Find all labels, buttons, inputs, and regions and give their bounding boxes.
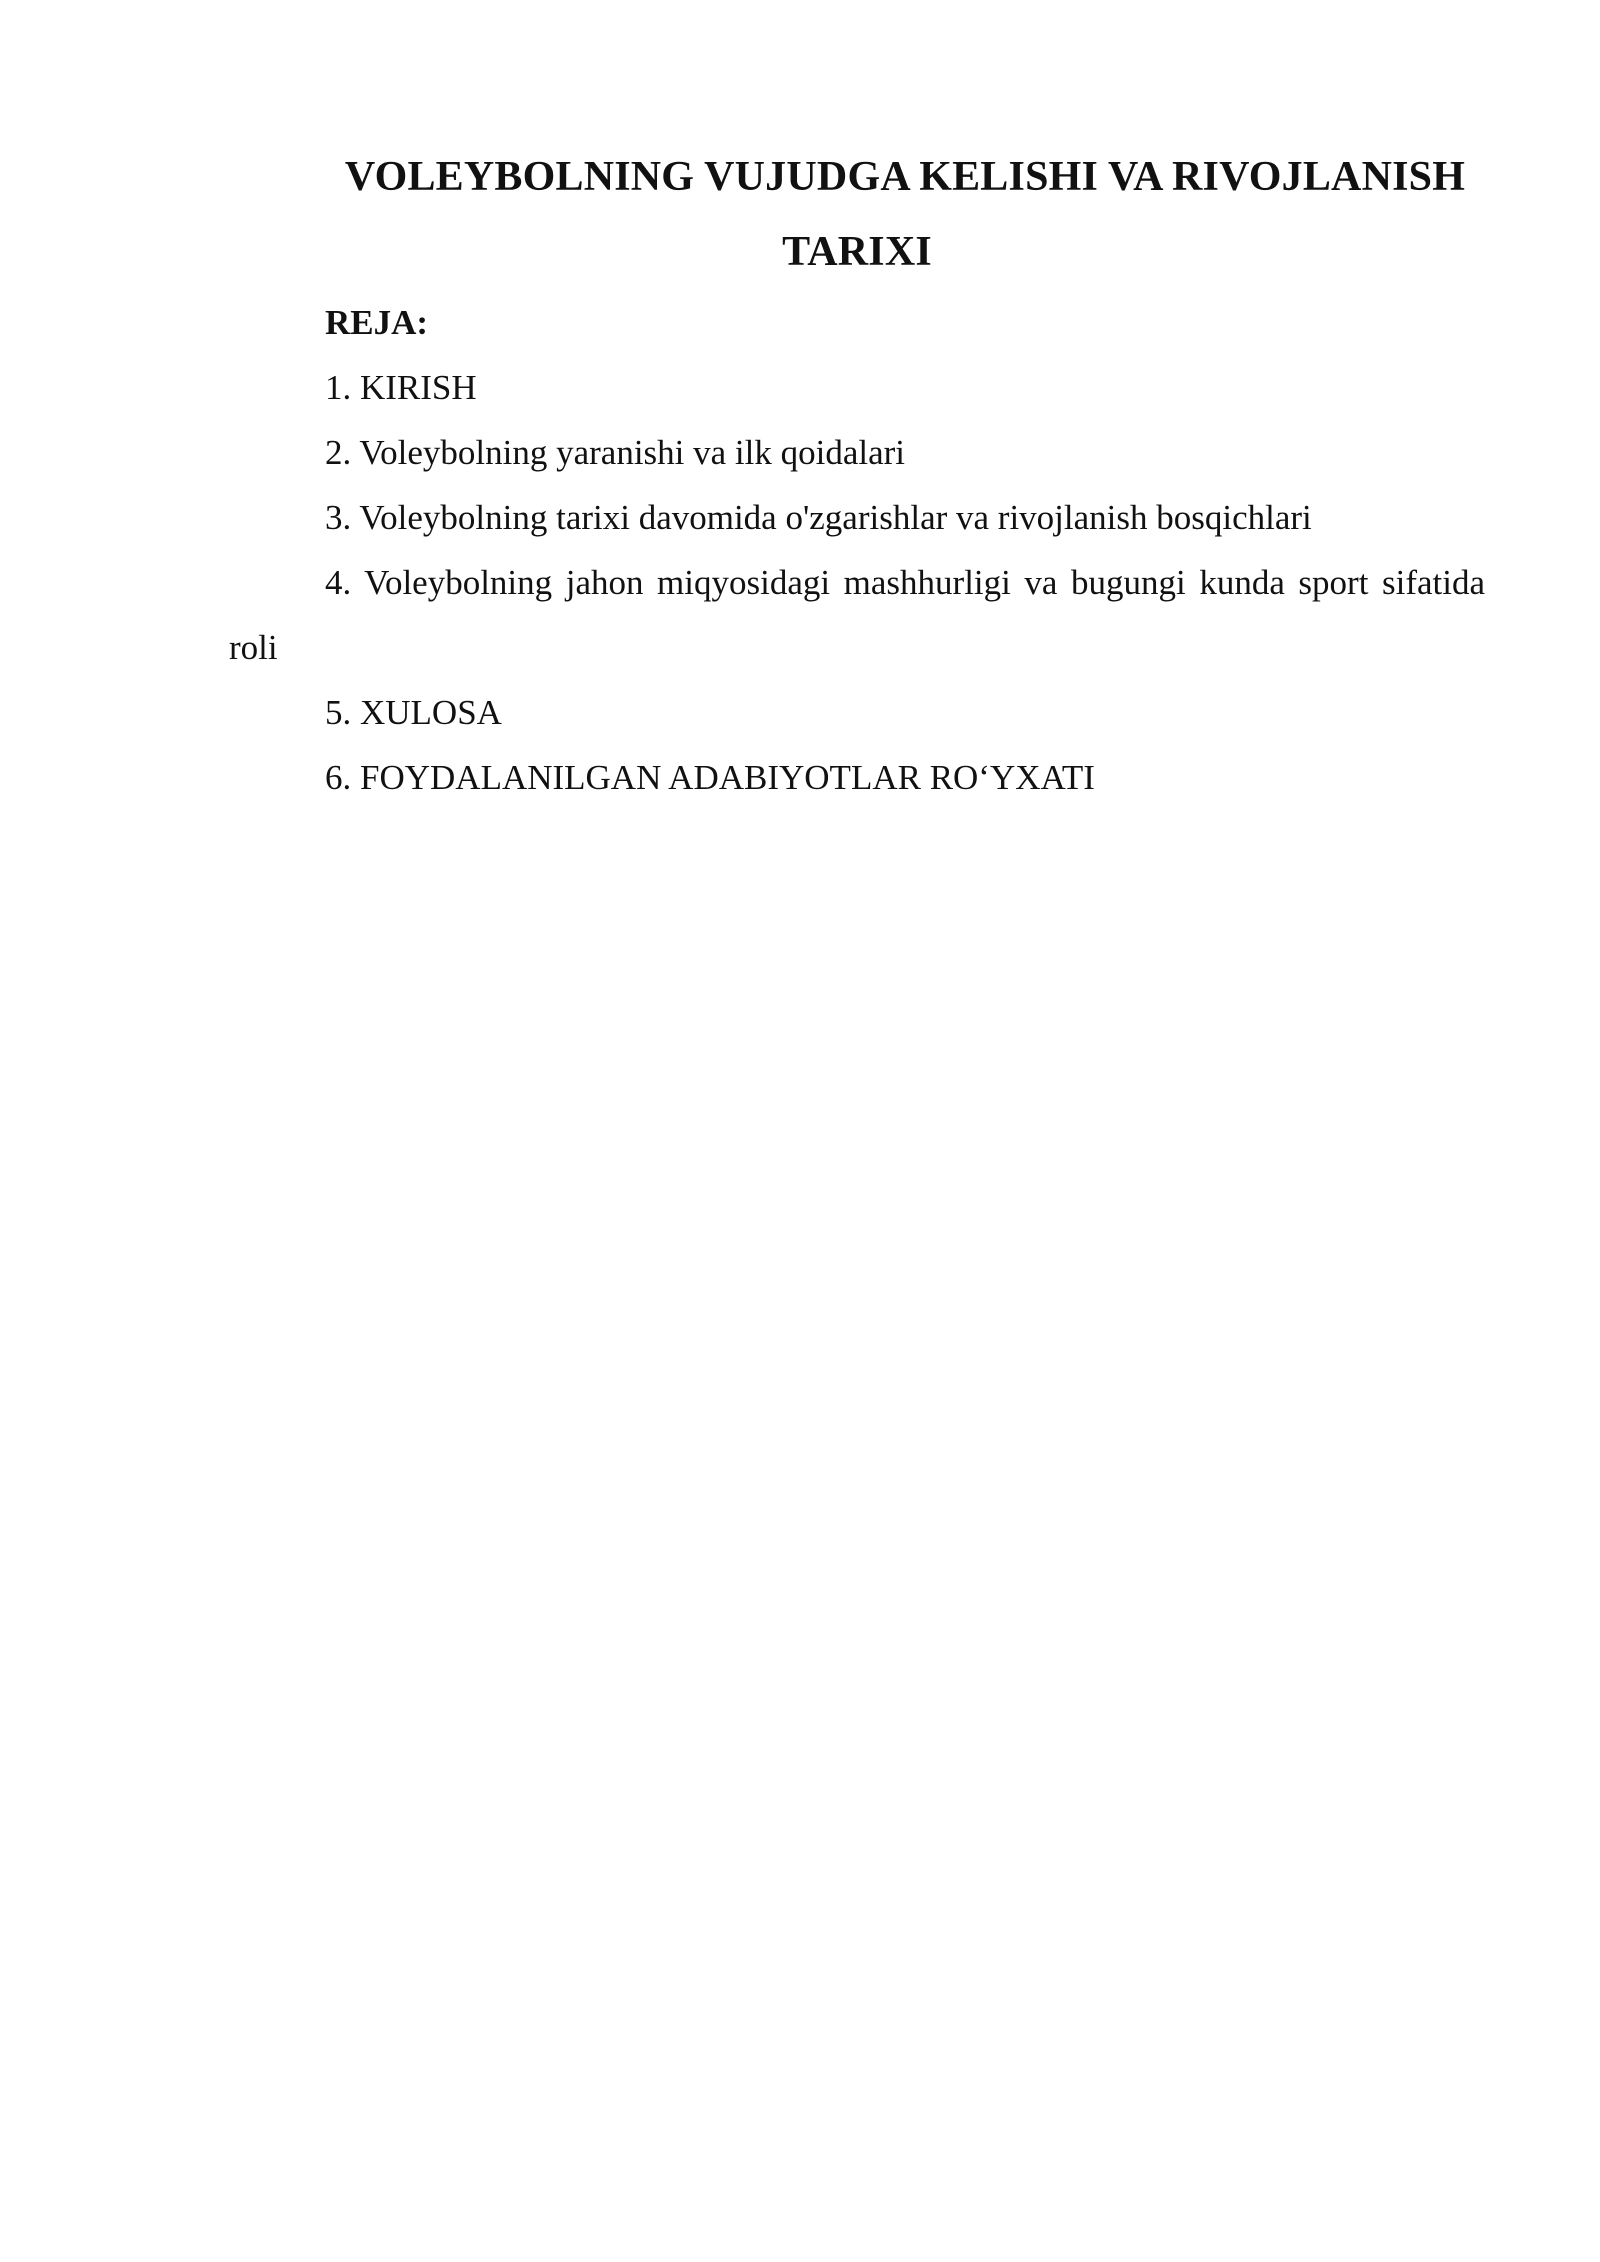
plan-item-origin-rules: 2. Voleybolning yaranishi va ilk qoidalari bbox=[325, 433, 906, 472]
plan-item-history-stages: 3. Voleybolning tarixi davomida o'zgarishlar va rivojlanish bosqichlari bbox=[325, 498, 1312, 537]
plan-item-introduction: 1. KIRISH bbox=[325, 368, 477, 407]
plan-heading: REJA: bbox=[325, 303, 429, 342]
plan-item-conclusion: 5. XULOSA bbox=[325, 693, 502, 732]
plan-list bbox=[229, 355, 1485, 810]
page-content bbox=[229, 140, 1485, 810]
plan-item-references: 6. FOYDALANILGAN ADABIYOTLAR RO‘YXATI bbox=[325, 758, 1095, 797]
document-title: VOLEYBOLNING VUJUDGA KELISHI VA RIVOJLANISH TARIXI bbox=[344, 154, 1466, 275]
plan-item-global-popularity: 4. Voleybolning jahon miqyosidagi mashhurligi va bugungi kunda sport sifatida roli bbox=[229, 563, 1485, 667]
